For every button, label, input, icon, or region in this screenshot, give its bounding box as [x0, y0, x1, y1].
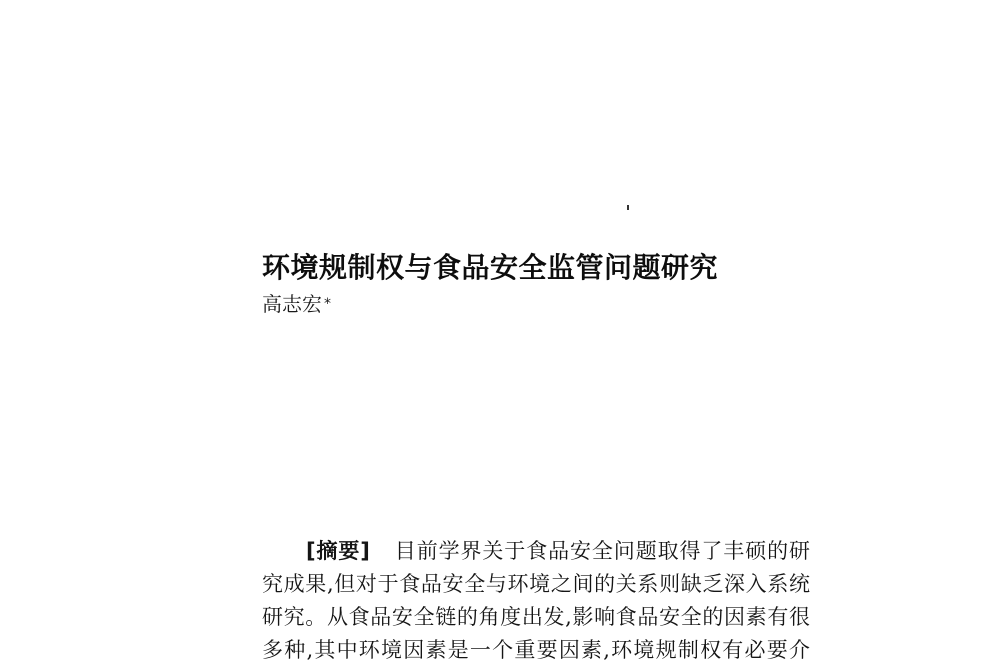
- abstract-line: 多种,其中环境因素是一个重要因素,环境规制权有必要介: [262, 638, 810, 662]
- paper-title: 环境规制权与食品安全监管问题研究: [262, 251, 719, 284]
- author-line: [262, 290, 331, 318]
- abstract-line: 研究。从食品安全链的角度出发,影响食品安全的因素有很: [262, 605, 810, 629]
- author-footnote-mark: *: [324, 296, 331, 312]
- abstract-line: [262, 535, 810, 568]
- author-name: 高志宏: [262, 292, 322, 316]
- abstract-line-text: 目前学界关于食品安全问题取得了丰硕的研: [393, 539, 811, 563]
- abstract: [262, 535, 810, 667]
- scan-speck: [627, 205, 629, 210]
- abstract-label: [摘要]: [306, 539, 370, 563]
- abstract-line: 究成果,但对于食品安全与环境之间的关系则缺乏深入系统: [262, 572, 810, 596]
